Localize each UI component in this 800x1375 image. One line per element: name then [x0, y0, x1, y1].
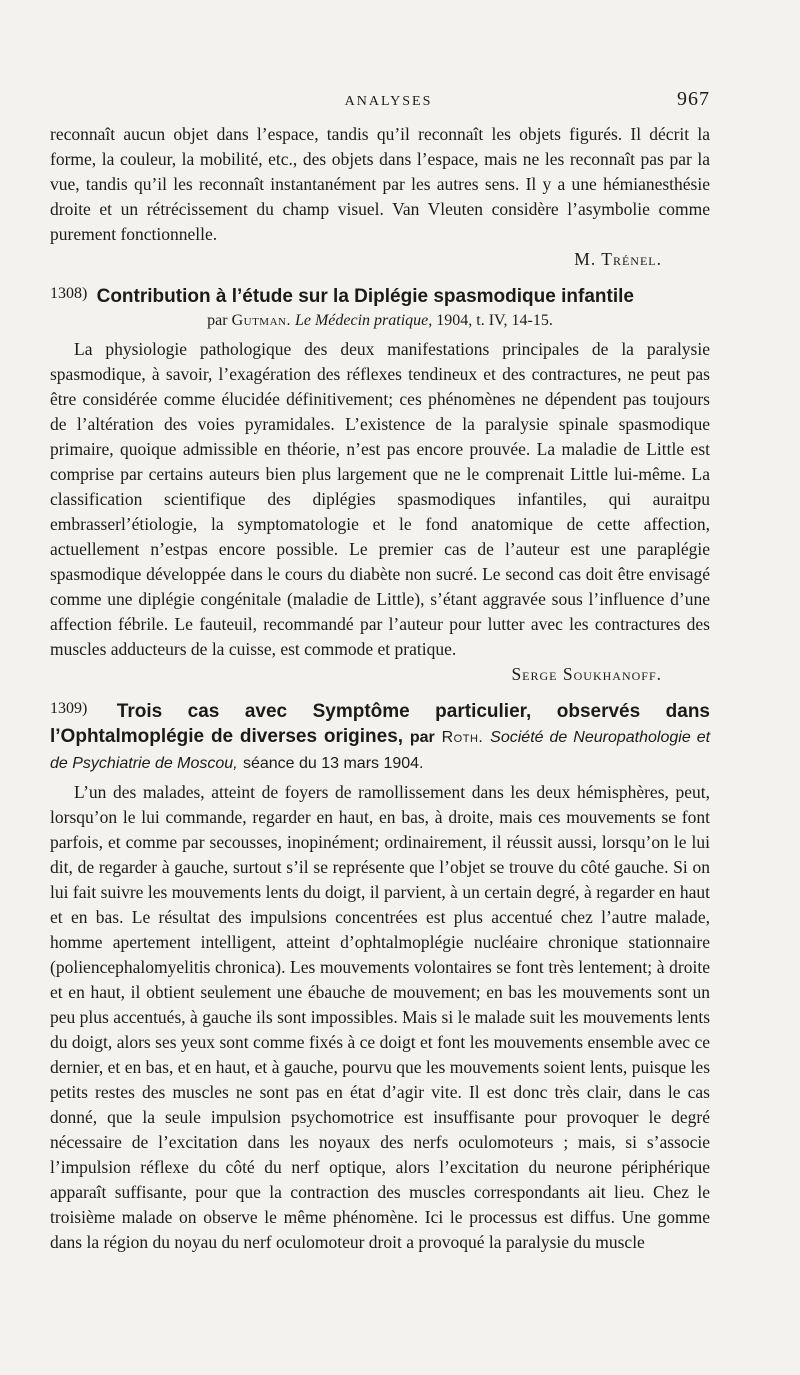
article-1309-cite-prefix: par: [409, 729, 435, 746]
running-head: [100, 88, 710, 111]
signature-soukhanoff: Serge Soukhanoff.: [511, 664, 662, 684]
article-1309-title: Trois cas avec Symptôme particulier, observés dans l’Ophtalmoplégie de diverses origines,: [50, 701, 710, 747]
running-head-title: ANALYSES: [344, 94, 433, 109]
article-1308-cite-prefix: par: [207, 312, 228, 329]
continued-paragraph: reconnaît aucun objet dans l’espace, tandis qu’il reconnaît les objets figurés. Il décrit la forme, la couleur, la mobilité, etc., des objets dans l’espace, mais ne les reconnaît pas par la vue, tandis qu’il les reconnaît instantanément par les autres sens. Il y a une hémianesthésie droite et un rétrécissement du champ visuel. Van Vleuten considère l’asymbolie comme purement fonctionnelle.: [50, 124, 710, 244]
article-1309-author: Roth.: [441, 729, 484, 746]
article-1309-cite-rest: séance du 13 mars 1904.: [242, 755, 424, 772]
article-1309-heading: [50, 696, 710, 776]
article-1308: [50, 281, 710, 686]
article-1308-body: La physiologie pathologique des deux manifestations principales de la paralysie spasmodique, à savoir, l’exagération des réflexes tendineux et des contractures, ne peut pas être considérée comme élucidée définitivement; ces phénomènes ne dépendent pas toujours de l’altération des voies pyramidales. L’existence de la paralysie spinale spasmodique primaire, quoique admissible en théorie, n’est pas encore prouvée. La maladie de Little est comprise par certains auteurs bien plus largement que ne le comprenait Little lui-même. La classification scientifique des diplégies spasmodiques infantiles, qui auraitpu embrasserl’étiologie, la symptomatologie et le fond anatomique de cette affection, actuellement n’estpas encore possible. Le premier cas de l’auteur est une paraplégie spasmodique développée dans le cours du diabète non sucré. Le second cas doit être envisagé comme une diplégie congénitale (maladie de Little), s’étant aggravée sous l’influence d’une affection fébrile. Le fauteuil, recommandé par l’auteur pour lutter avec les contractures des muscles adducteurs de la cuisse, est commode et pratique.: [50, 339, 710, 659]
article-1309-body: L’un des malades, atteint de foyers de ramollissement dans les deux hémisphères, peut, lorsqu’on le lui commande, regarder en haut, en bas, à droite, mais ces mouvements se font parfois, et comme par secousses, inopinément; ordinairement, il réussit aussi, lorsqu’on le lui dit, de regarder à gauche, surtout s’il se représente que l’objet se trouve du côté gauche. Si on lui fait suivre les mouvements lents du doigt, il parvient, à un certain degré, à regarder en haut et en bas. Le résultat des impulsions concentrées est plus accentué chez l’autre malade, homme apertement intelligent, atteint d’ophtalmoplégie nucléaire chronique stationnaire (poliencephalomyelitis chronica). Les mouvements volontaires se font très lentement; à droite et en haut, il obtient seulement une ébauche de mouvement; en bas les mouvements sont un peu plus accentués, à gauche ils sont impossibles. Mais si le malade suit les mouvements lents du doigt, alors ses yeux sont comme fixés à ce doigt et font les mouvements ensemble avec ce dernier, et en bas, et en haut, et à gauche, pourvu que les mouvements soient lents, puisque les petits restes des muscles ne sont pas en état d’agir vite. Il est donc très clair, dans le cas donné, que la seule impulsion psychomotrice est insuffisante pour provoquer le degré nécessaire de l’excitation dans les noyaux des nerfs oculomoteurs ; mais, si s’associe l’impulsion réflexe du côté du nerf optique, alors l’excitation du neurone périphérique apparaît suffisante, pour que la contraction des muscles correspondants ait lieu. Chez le troisième malade on observe le même phénomène. Ici le processus est diffus. Une gomme dans la région du noyau du nerf oculomoteur droit a provoqué la paralysie du muscle: [50, 782, 710, 1252]
signature-trenel: M. Trénel.: [574, 249, 662, 269]
article-1309: [50, 696, 710, 1255]
article-1308-cite-rest: 1904, t. IV, 14-15.: [436, 312, 553, 329]
article-1308-citation: [50, 309, 710, 333]
page-content: [50, 122, 710, 1255]
page-number: 967: [677, 88, 710, 110]
article-1309-journal: Société de Neuropathologie et de Psychiatrie de Moscou,: [50, 729, 711, 772]
article-1308-journal: Le Médecin pratique,: [294, 312, 433, 329]
article-1308-number: 1308): [50, 285, 88, 302]
article-1309-number: 1309): [50, 700, 88, 717]
article-1308-title: Contribution à l’étude sur la Diplégie spasmodique infantile: [96, 286, 634, 307]
article-1308-heading: [50, 281, 710, 309]
article-1308-author: Gutman.: [231, 312, 291, 329]
